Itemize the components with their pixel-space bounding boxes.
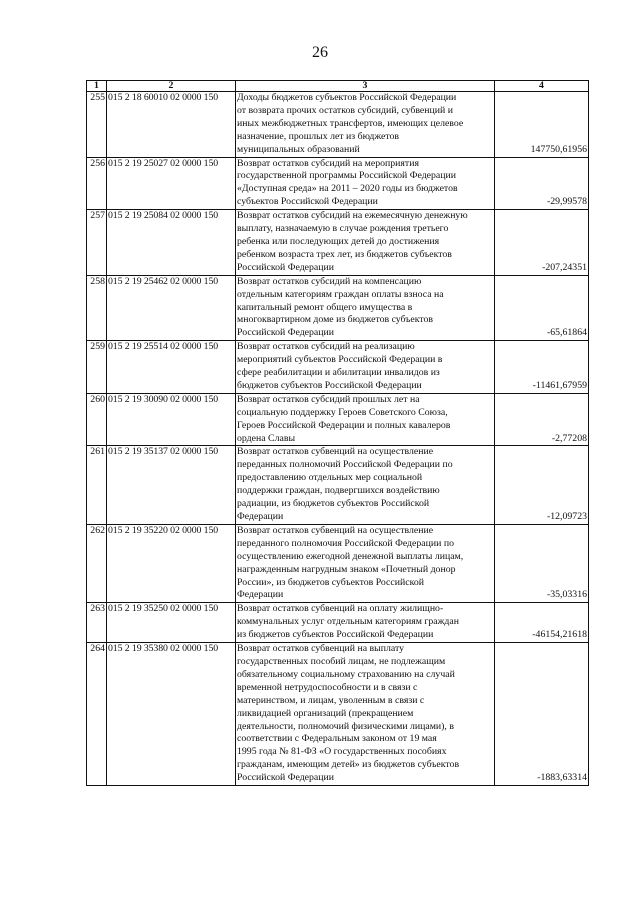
row-number: 262	[87, 524, 107, 602]
header-col-4: 4	[495, 81, 589, 92]
page-number: 26	[312, 44, 328, 61]
description-cell	[236, 393, 495, 446]
budget-code: 015 2 19 25027 02 0000 150	[107, 157, 236, 210]
description-line: Возврат остатков субсидий на компенсацию	[237, 275, 422, 287]
description-line: награжденным нагрудным знаком «Почетный донор	[237, 563, 456, 575]
budget-table	[86, 80, 589, 786]
description-line: государственной программы Российской Федерации	[237, 170, 457, 182]
description-line: переданного полномочия Российской Федерации по	[237, 537, 454, 549]
amount: -207,24351	[495, 210, 589, 276]
budget-code: 015 2 19 25084 02 0000 150	[107, 210, 236, 276]
row-number: 263	[87, 603, 107, 643]
description-line: муниципальных образований	[237, 143, 360, 155]
description-line: обязательному социальному страхованию на случай	[237, 668, 455, 680]
table-row	[87, 393, 589, 446]
description-line: Возврат остатков субвенций на осуществление	[237, 446, 434, 458]
table-row	[87, 603, 589, 643]
description-line: социальную поддержку Героев Советского Союза,	[237, 406, 448, 418]
description-cell	[236, 643, 495, 786]
description-line: Федерации	[237, 511, 284, 522]
description-line: бюджетов субъектов Российской Федерации	[237, 379, 422, 391]
header-row	[87, 81, 589, 92]
description-line: радиации, из бюджетов субъектов Российской	[237, 498, 430, 510]
budget-code: 015 2 19 35380 02 0000 150	[107, 643, 236, 786]
table-row	[87, 341, 589, 394]
amount: -11461,67959	[495, 341, 589, 394]
description-line: предоставлению отдельных мер социальной	[237, 472, 423, 484]
description-line: иных межбюджетных трансфертов, имеющих целевое	[237, 117, 464, 129]
description-line: осуществлению ежегодной денежной выплаты лицам,	[237, 550, 464, 562]
description-line: ребенком возраста трех лет, из бюджетов субъектов	[237, 248, 452, 260]
description-line: мероприятий субъектов Российской Федерации в	[237, 354, 443, 366]
row-number: 255	[87, 92, 107, 158]
description-cell	[236, 157, 495, 210]
row-number: 256	[87, 157, 107, 210]
amount: 147750,61956	[495, 92, 589, 158]
description-line: ребенка или последующих детей до достижения	[237, 235, 440, 247]
budget-code: 015 2 19 30090 02 0000 150	[107, 393, 236, 446]
description-line: Героев Российской Федерации и полных кавалеров	[237, 419, 451, 431]
amount: -46154,21618	[495, 603, 589, 643]
header-col-3: 3	[236, 81, 495, 92]
description-line: отдельным категориям граждан оплаты взноса на	[237, 288, 444, 300]
row-number: 257	[87, 210, 107, 276]
description-line: коммунальных услуг отдельным категориям граждан	[237, 616, 459, 628]
row-number: 260	[87, 393, 107, 446]
description-line: деятельности, полномочий физическими лицами), в	[237, 720, 454, 732]
table-row	[87, 524, 589, 602]
amount: -29,99578	[495, 157, 589, 210]
budget-code: 015 2 19 25514 02 0000 150	[107, 341, 236, 394]
description-line: субъектов Российской Федерации	[237, 196, 378, 208]
description-line: Возврат остатков субсидий на ежемесячную денежную	[237, 210, 468, 222]
description-line: выплату, назначаемую в случае рождения третьего	[237, 223, 449, 235]
description-cell	[236, 603, 495, 643]
description-cell	[236, 275, 495, 341]
table-row	[87, 643, 589, 786]
table-row	[87, 157, 589, 210]
amount: -65,61864	[495, 275, 589, 341]
description-line: Возврат остатков субсидий прошлых лет на	[237, 393, 420, 405]
description-line: Возврат остатков субвенций на оплату жилищно-	[237, 603, 444, 615]
description-cell	[236, 446, 495, 524]
header-col-1: 1	[87, 81, 107, 92]
description-line: Федерации	[237, 589, 284, 601]
row-number: 261	[87, 446, 107, 524]
row-number: 258	[87, 275, 107, 341]
description-line: временной нетрудоспособности и в связи с	[237, 681, 418, 693]
description-cell	[236, 341, 495, 394]
description-line: Российской Федерации	[237, 261, 334, 273]
description-line: Доходы бюджетов субъектов Российской Федерации	[237, 92, 457, 103]
description-line: «Доступная среда» на 2011 – 2020 годы из бюджетов	[237, 183, 458, 195]
budget-code: 015 2 18 60010 02 0000 150	[107, 92, 236, 158]
description-line: сфере реабилитации и абилитации инвалидов из	[237, 367, 440, 379]
description-line: многоквартирном доме из бюджетов субъектов	[237, 314, 434, 326]
budget-code: 015 2 19 25462 02 0000 150	[107, 275, 236, 341]
row-number: 264	[87, 643, 107, 786]
table-row	[87, 275, 589, 341]
description-line: ордена Славы	[237, 432, 296, 444]
amount: -35,03316	[495, 524, 589, 602]
description-line: гражданам, имеющим детей» из бюджетов субъектов	[237, 759, 460, 771]
description-line: соответствии с Федеральным законом от 19 мая	[237, 733, 437, 745]
description-line: Возврат остатков субсидий на реализацию	[237, 341, 415, 353]
table-row	[87, 210, 589, 276]
description-line: ликвидацией организаций (прекращением	[237, 707, 414, 719]
description-line: капитальный ремонт общего имущества в	[237, 301, 413, 313]
description-line: Возврат остатков субсидий на мероприятия	[237, 157, 419, 169]
description-line: Возврат остатков субвенций на выплату	[237, 643, 404, 655]
budget-code: 015 2 19 35137 02 0000 150	[107, 446, 236, 524]
description-line: Российской Федерации	[237, 772, 334, 784]
description-cell	[236, 92, 495, 158]
amount: -1883,63314	[495, 643, 589, 786]
description-line: поддержки граждан, подвергшихся воздействию	[237, 485, 440, 497]
description-line: материнством, и лицам, уволенным в связи с	[237, 694, 425, 706]
description-line: Возврат остатков субвенций на осуществление	[237, 524, 434, 536]
table-row	[87, 446, 589, 524]
description-cell	[236, 210, 495, 276]
description-line: из бюджетов субъектов Российской Федерации	[237, 629, 434, 641]
budget-code: 015 2 19 35250 02 0000 150	[107, 603, 236, 643]
description-line: от возврата прочих остатков субсидий, субвенций и	[237, 104, 453, 116]
description-cell	[236, 524, 495, 602]
row-number: 259	[87, 341, 107, 394]
amount: -2,77208	[495, 393, 589, 446]
amount: -12,09723	[495, 446, 589, 524]
description-line: государственных пособий лицам, не подлежащим	[237, 655, 446, 667]
description-line: 1995 года № 81-ФЗ «О государственных пособиях	[237, 746, 447, 758]
description-line: переданных полномочий Российской Федерации по	[237, 459, 453, 471]
description-line: Российской Федерации	[237, 327, 334, 339]
budget-code: 015 2 19 35220 02 0000 150	[107, 524, 236, 602]
description-line: назначение, прошлых лет из бюджетов	[237, 130, 400, 142]
header-col-2: 2	[107, 81, 236, 92]
table-row	[87, 92, 589, 158]
description-line: России», из бюджетов субъектов Российской	[237, 576, 424, 588]
